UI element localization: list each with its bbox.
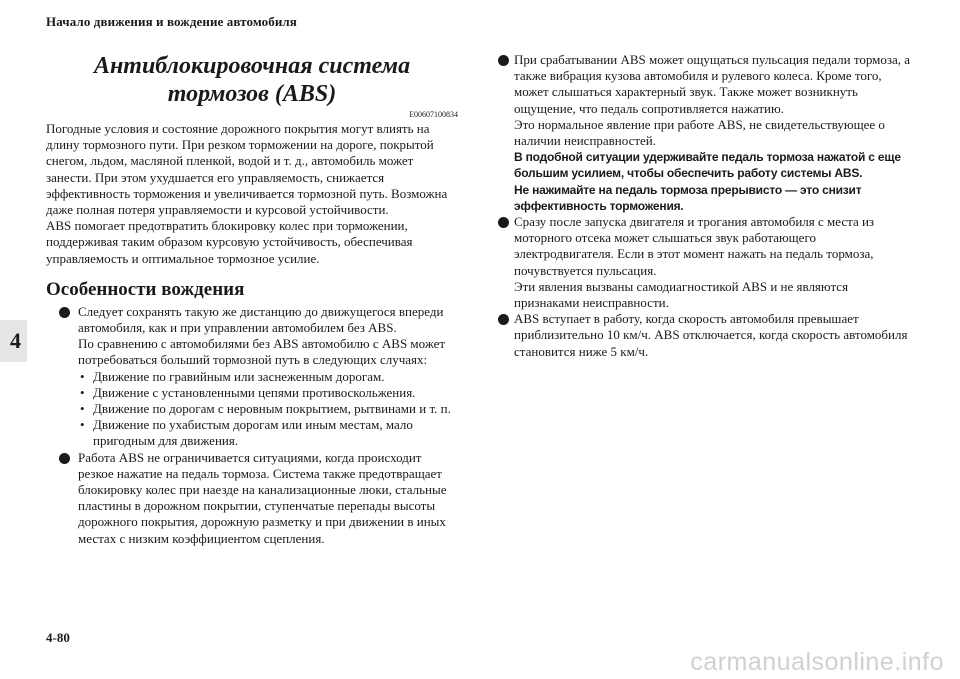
bullet-item: [498, 214, 916, 311]
page-number: 4-80: [46, 630, 70, 645]
bullet-text: Работа ABS не ограничивается ситуациями, когда происходит резкое нажатие на педаль тормоза. Система также предотвращает блокировку колес при наезде на канализационные люки, стальные пластины в дорожном покрытии, ступенчатые перепады высоты дорожного покрытия, дорожную разметку и при движении в иных местах с низким коэффициентом сцепления.: [78, 449, 447, 546]
sub-bullet-icon: •: [80, 368, 85, 384]
watermark: carmanualsonline.info: [690, 648, 944, 676]
sub-bullet-icon: •: [80, 384, 85, 400]
bullet-dot-icon: [498, 314, 509, 325]
bullet-text: ABS вступает в работу, когда скорость автомобиля превышает приблизительно 10 км/ч. ABS отключается, когда скорость автомобиля становится ниже 5 км/ч.: [514, 311, 908, 359]
bold-note: Не нажимайте на педаль тормоза прерывисто — это снизит эффективность торможения.: [514, 182, 862, 213]
sub-list-text: Движение по гравийным или заснеженным дорогам.: [93, 368, 385, 384]
bullet-text: При срабатывании ABS может ощущаться пульсация педали тормоза, а также вибрация кузова автомобиля и рулевого колеса. Кроме того, может слышаться характерный звук. Также может возникнуть ощущение, что педаль сопротивляется нажатию.: [514, 52, 911, 116]
sub-list-item: [78, 385, 458, 401]
bullet-dot-icon: [59, 453, 70, 464]
right-column: [498, 52, 916, 360]
chapter-number: 4: [10, 328, 21, 353]
bullet-text: Сразу после запуска двигателя и трогания автомобиля с места из моторного отсека может слышаться звук работающего электродвигателя. Если в этот момент нажать на педаль тормоза, почувствуется пульсация.: [514, 214, 875, 278]
sub-list-item: [78, 369, 458, 385]
intro-paragraph-2: ABS помогает предотвратить блокировку колес при торможении, поддерживая таким образом курсовую устойчивость, обеспечивая управляемость и оптимальное тормозное усилие.: [46, 218, 413, 266]
sub-list-text: Движение с установленными цепями противоскольжения.: [93, 384, 416, 400]
bullet-text: Это нормальное явление при работе ABS, не свидетельствующее о наличии неисправностей.: [514, 116, 885, 149]
sub-bullet-icon: •: [80, 401, 85, 417]
bullet-dot-icon: [498, 55, 509, 66]
sub-bullet-icon: •: [80, 417, 85, 433]
bullet-item: [46, 450, 458, 547]
left-column: [46, 52, 458, 547]
page-title: Антиблокировочная система тормозов (ABS): [93, 53, 411, 107]
bullet-item: [498, 311, 916, 360]
bullet-text: Эти явления вызваны самодиагностикой ABS и не являются признаками неисправности.: [514, 278, 849, 311]
intro-paragraph-1: Погодные условия и состояние дорожного покрытия могут влиять на длину тормозного пути. При резком торможении на дороге, покрытой снегом, льдом, масляной пленкой, водой и т. д., автомобиль может занести. При этом ухудшается его управляемость, снижается эффективность торможения и увеличивается тормозной путь. Возможна даже полная потеря управляемости и курсовой устойчивости.: [46, 121, 448, 218]
bullet-text: По сравнению с автомобилями без ABS автомобилю с ABS может потребоваться больший тормозной путь в следующих случаях:: [78, 336, 446, 368]
bold-note: В подобной ситуации удерживайте педаль тормоза нажатой с еще большим усилием, чтобы обеспечить работу системы ABS.: [514, 150, 901, 181]
sub-list-item: [78, 417, 458, 449]
sub-list-text: Движение по дорогам с неровным покрытием, рытвинами и т. п.: [93, 401, 451, 417]
running-header: Начало движения и вождение автомобиля: [46, 14, 297, 29]
bullet-dot-icon: [498, 217, 509, 228]
section-code: E00607100834: [409, 110, 458, 119]
section-heading: Особенности вождения: [46, 278, 245, 300]
sub-list-text: Движение по ухабистым дорогам или иным местам, мало пригодным для движения.: [93, 417, 413, 449]
bullet-item: [46, 304, 458, 450]
sub-list-item: [78, 401, 458, 417]
bullet-item: [498, 52, 916, 214]
bullet-dot-icon: [59, 307, 70, 318]
bullet-text: Следует сохранять такую же дистанцию до движущегося впереди автомобиля, как и при управлении автомобилем без ABS.: [78, 303, 444, 336]
